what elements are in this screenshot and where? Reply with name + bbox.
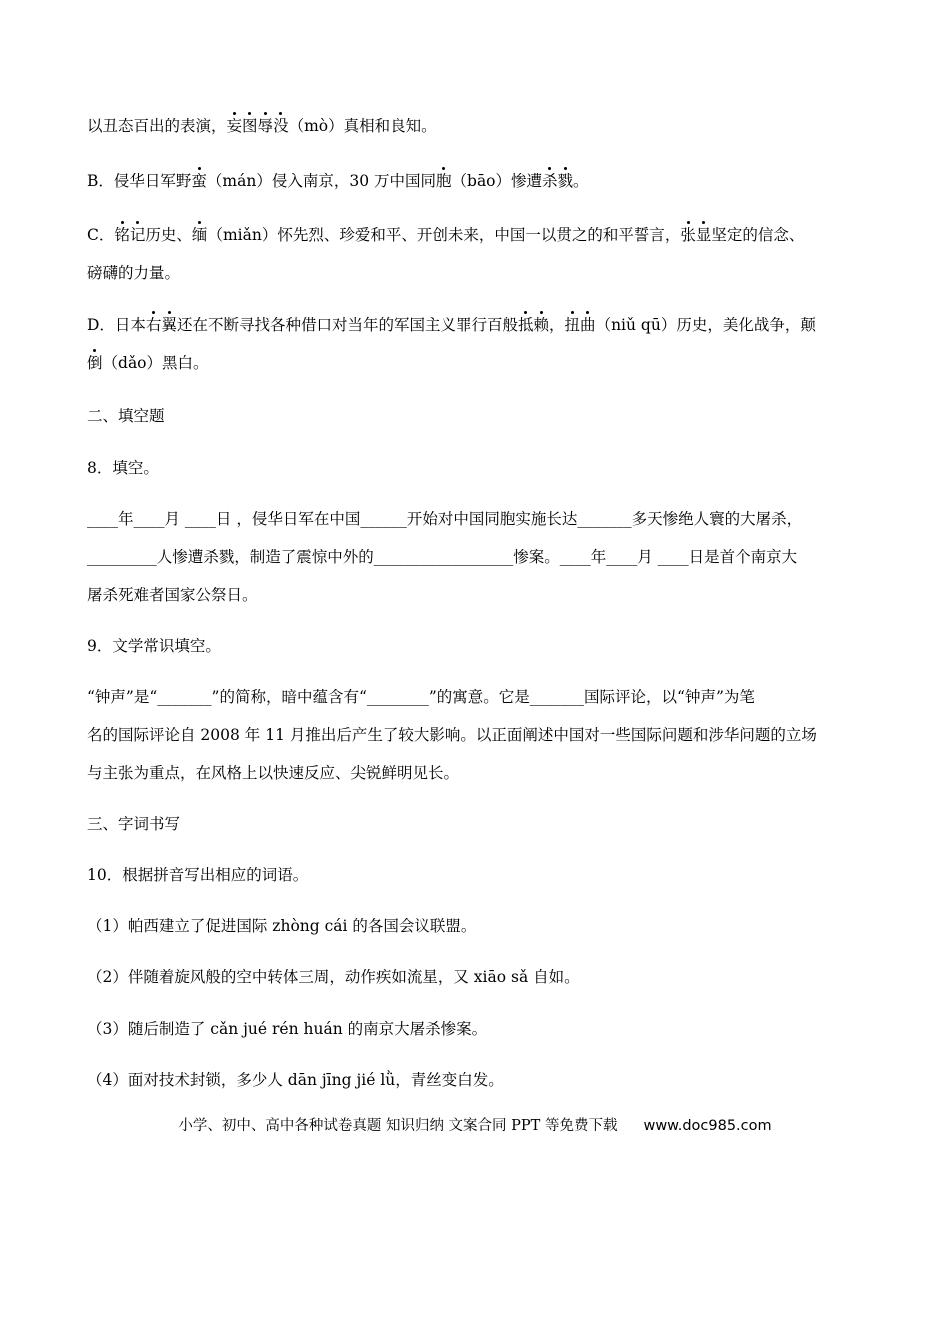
section-heading-word-writing: 三、字词书写 <box>87 815 181 833</box>
question-9-line-1: “钟声”是“_______”的简称，暗中蕴含有“________”的寓意。它是_______国际评论，以“钟声”为笔 <box>87 688 755 706</box>
dotted-char: 蛮 <box>191 172 207 190</box>
dotted-char: 缅 <box>191 226 208 244</box>
question-10-item-4: （4）面对技术封锁，多少人 dān jīng jié lǜ，青丝变白发。 <box>87 1071 504 1089</box>
text-run: （mò）真相和良知。 <box>288 117 437 135</box>
dotted-char: 右 <box>145 316 162 334</box>
question-10-item-3: （3）随后制造了 cǎn jué rén huán 的南京大屠杀惨案。 <box>87 1020 488 1038</box>
dotted-char: 妄 <box>226 117 243 135</box>
dotted-char: 记 <box>129 226 146 244</box>
question-8-line-2: _________人惨遭杀戮，制造了震惊中外的__________________惨案。____年____月 ____日是首个南京大 <box>87 548 798 566</box>
dotted-char: 戮 <box>557 172 574 190</box>
footer-text: 小学、初中、高中各种试卷真题 知识归纳 文案合同 PPT 等免费下载 <box>178 1118 618 1134</box>
dotted-char: 杀 <box>542 172 558 190</box>
dotted-char: 胞 <box>436 172 452 190</box>
question-8-line-3: 屠杀死难者国家公祭日。 <box>87 586 258 604</box>
option-d-continuation <box>87 352 877 374</box>
option-a-continuation <box>87 115 877 137</box>
text-run: 以丑态百出的表演， <box>87 117 227 135</box>
question-10-title: 10．根据拼音写出相应的词语。 <box>87 866 309 884</box>
dotted-char: 翼 <box>161 316 177 334</box>
option-c-continuation: 磅礴的力量。 <box>87 264 181 282</box>
dotted-char: 辱 <box>257 117 274 135</box>
dotted-char: 铭 <box>114 226 130 244</box>
question-8-title: 8．填空。 <box>87 459 159 477</box>
text-run: B．侵华日军野 <box>87 172 192 190</box>
section-heading-fill-blank: 二、填空题 <box>87 407 165 425</box>
question-9-title: 9．文学常识填空。 <box>87 637 221 655</box>
dotted-char: 曲 <box>580 316 596 334</box>
text-run: （bāo）惨遭 <box>451 172 543 190</box>
dotted-char: 倒 <box>87 354 103 372</box>
text-run: （miǎn）怀先烈、珍爱和平、开创未来，中国一以贯之的和平誓言， <box>207 226 681 244</box>
dotted-char: 图 <box>242 117 258 135</box>
footer-site-link[interactable]: www.doc985.com <box>643 1118 772 1134</box>
text-run: （mán）侵入南京，30 万中国同 <box>206 172 436 190</box>
text-run: D．日本 <box>87 316 146 334</box>
question-9-line-3: 与主张为重点，在风格上以快速反应、尖锐鲜明见长。 <box>87 764 460 782</box>
text-run: 。 <box>573 172 589 190</box>
option-d <box>87 314 877 336</box>
text-run: （dǎo）黑白。 <box>102 354 209 372</box>
text-run: 坚定的信念、 <box>711 226 805 244</box>
text-run: 历史、 <box>145 226 192 244</box>
dotted-char: 没 <box>273 117 289 135</box>
dotted-char: 赖 <box>533 316 550 334</box>
question-8-line-1: ____年____月 ____日 ，侵华日军在中国______开始对中国同胞实施长达_______多天惨绝人寰的大屠杀， <box>87 510 803 528</box>
text-run: ， <box>549 316 565 334</box>
text-run: （niǔ qū）历史，美化战争，颠 <box>595 316 816 334</box>
option-b <box>87 170 877 192</box>
question-10-item-1: （1）帕西建立了促进国际 zhòng cái 的各国会议联盟。 <box>87 917 477 935</box>
dotted-char: 显 <box>695 226 712 244</box>
question-9-line-2: 名的国际评论自 2008 年 11 月推出后产生了较大影响。以正面阐述中国对一些国际问题和涉华问题的立场 <box>87 726 817 744</box>
text-run: 还在不断寻找各种借口对当年的军国主义罪行百般 <box>176 316 518 334</box>
option-c <box>87 224 877 246</box>
dotted-char: 张 <box>680 226 696 244</box>
dotted-char: 扭 <box>564 316 581 334</box>
dotted-char: 抵 <box>517 316 534 334</box>
question-10-item-2: （2）伴随着旋风般的空中转体三周，动作疾如流星，又 xiāo sǎ 自如。 <box>87 968 580 986</box>
page-footer <box>0 1114 950 1135</box>
text-run: C． <box>87 226 115 244</box>
